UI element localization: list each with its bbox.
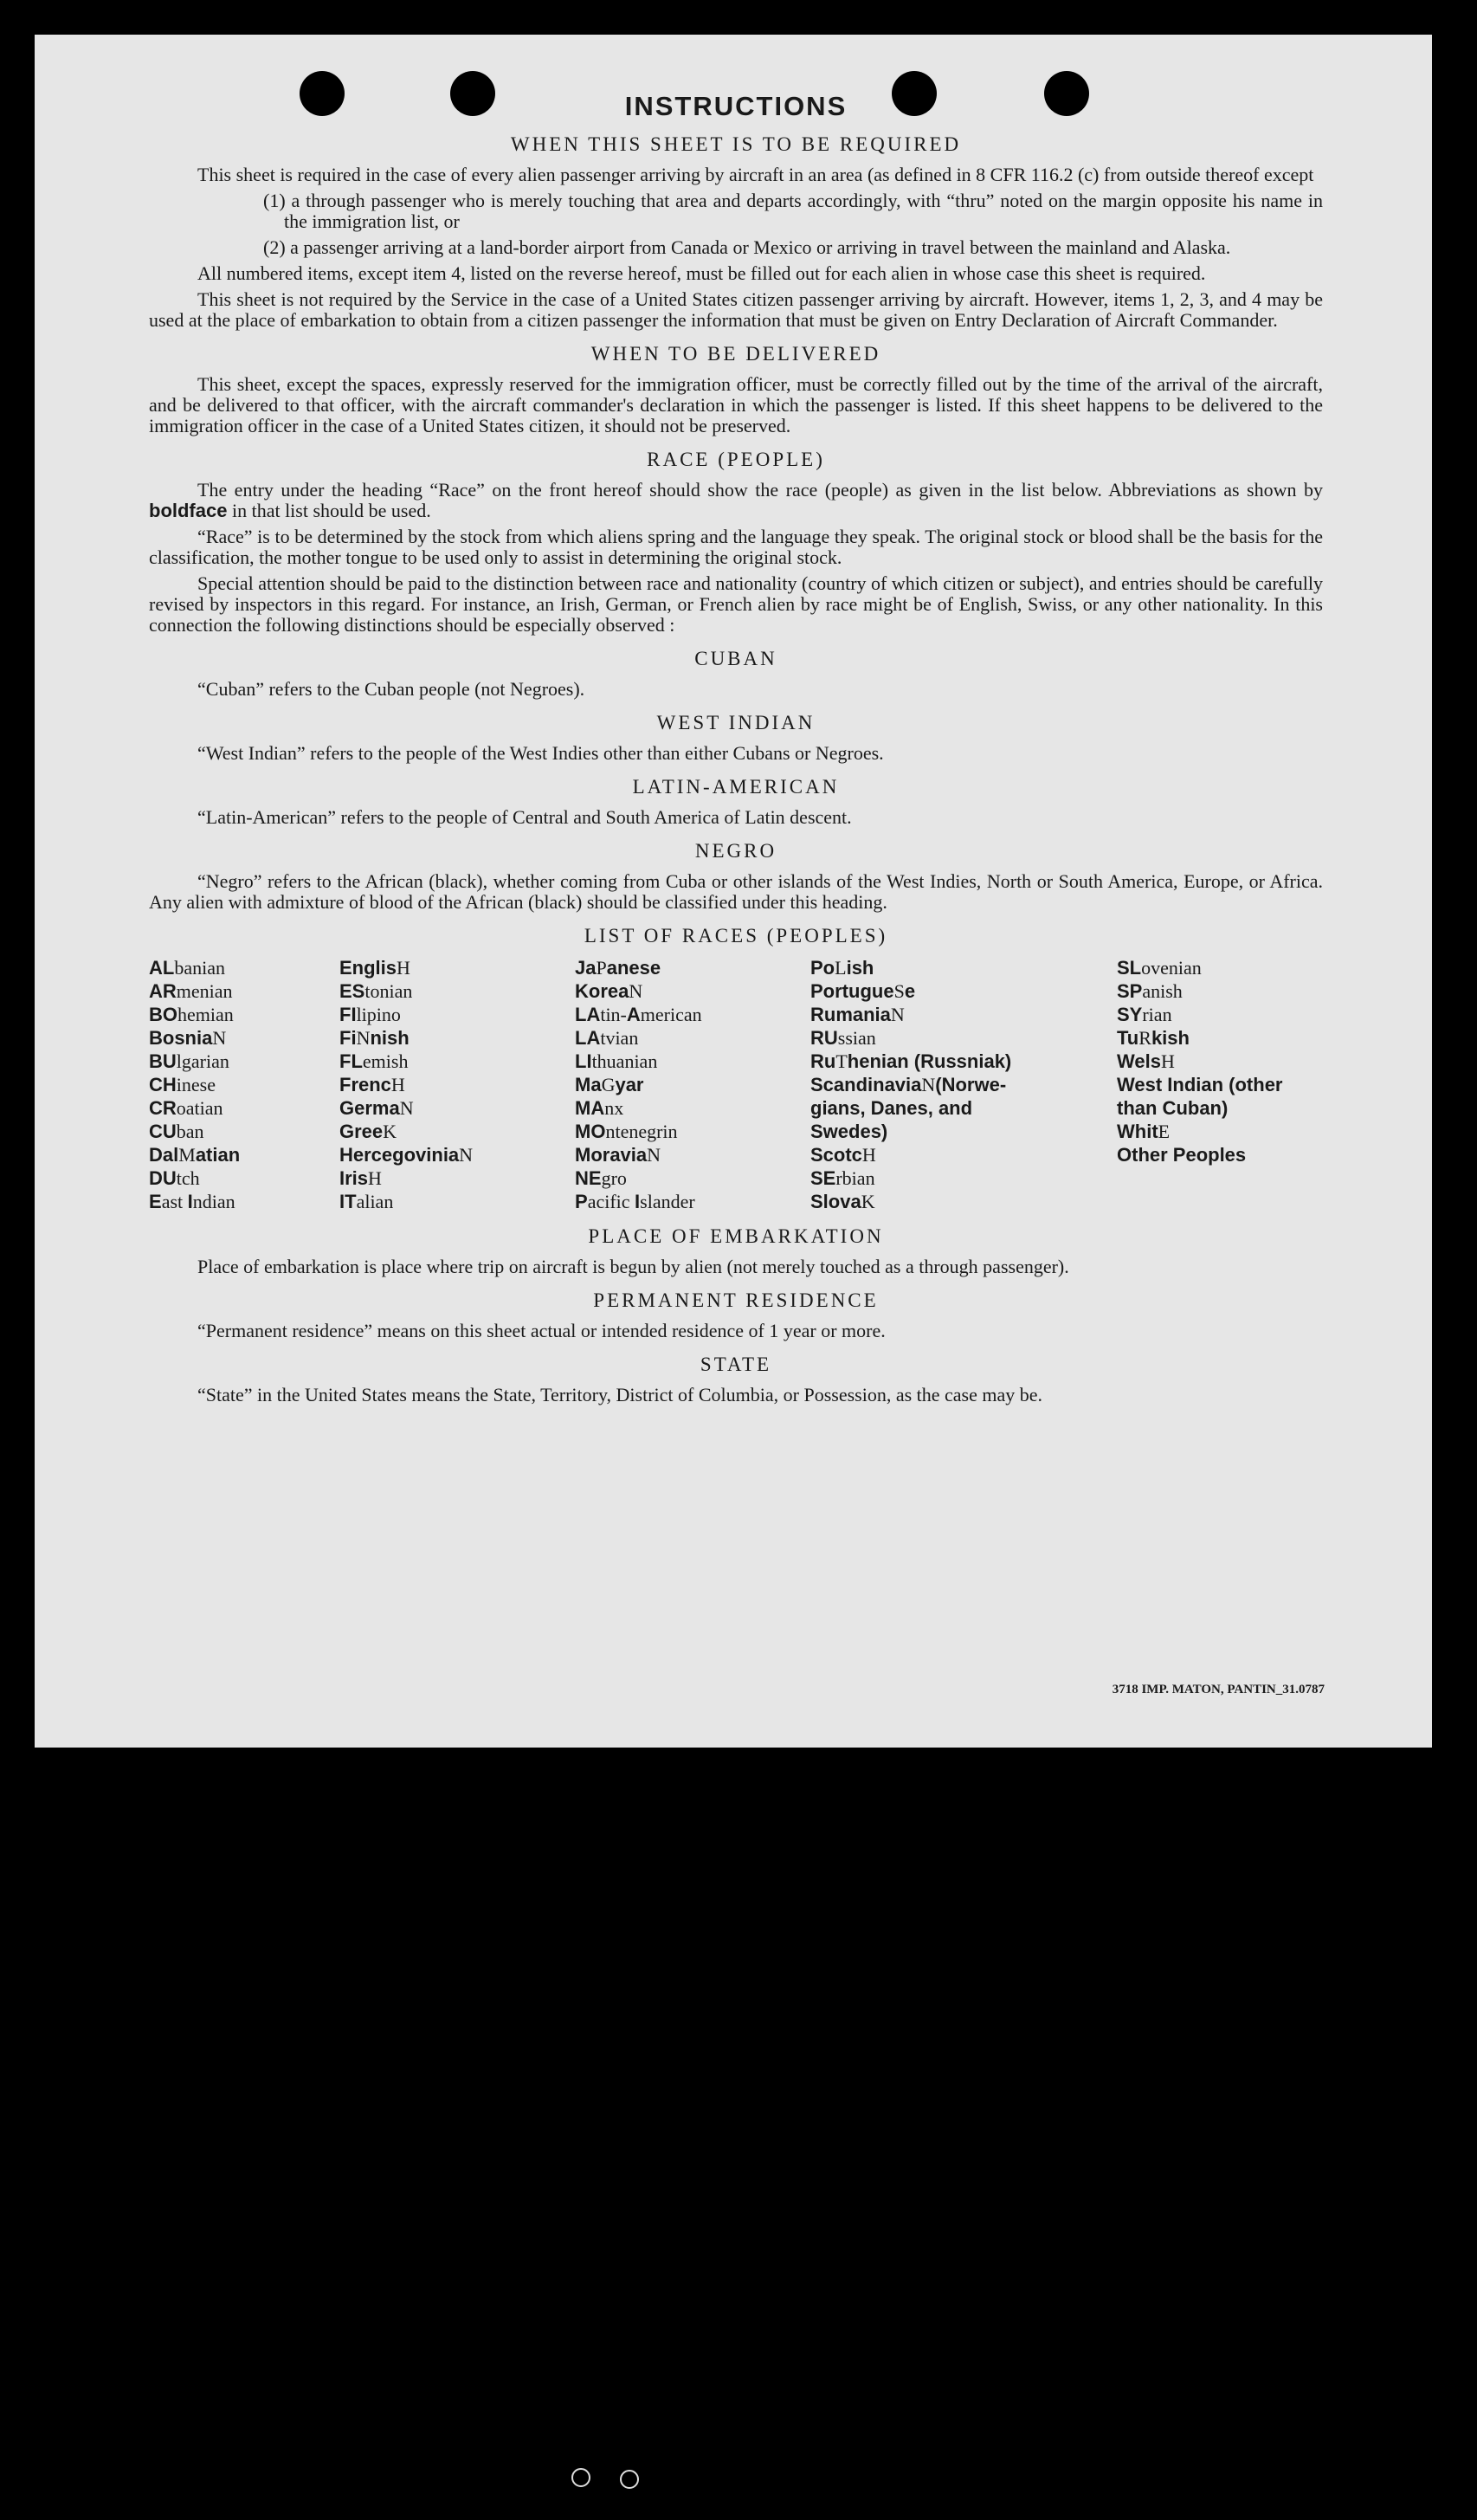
race-entry: LIthuanian [575,1050,658,1072]
paragraph: “Permanent residence” means on this sheet actual or intended residence of 1 year or more. [197,1320,886,1341]
race-entry: DalMatian [149,1144,241,1166]
race-entry: SlovaK [810,1191,875,1212]
paragraph: “Negro” refers to the African (black), whether coming from Cuba or other islands of the West Indies, North or South America, Europe, or Africa. Any alien with admixture of blood of the African (black) should be classified under this heading. [149,870,1323,913]
section-heading: WHEN THIS SHEET IS TO BE REQUIRED [510,133,962,155]
section-heading: STATE [700,1354,772,1375]
race-entry: RUssian [810,1027,876,1049]
race-entry: ScandinaviaN(Norwe- [810,1074,1007,1095]
boldface-word: boldface [149,500,228,521]
race-entry: SLovenian [1117,957,1202,979]
punch-hole [450,71,495,116]
section-heading: LIST OF RACES (PEOPLES) [584,925,888,947]
paragraph: This sheet is required in the case of every alien passenger arriving by aircraft in an area (as defined in 8 CFR 116.2 (c) from outside thereof except [197,164,1314,185]
race-entry: MoraviaN [575,1144,661,1166]
page-title: INSTRUCTIONS [624,91,848,121]
punch-hole [300,71,345,116]
race-entry: Pacific Islander [575,1191,695,1212]
race-entry: JaPanese [575,957,661,979]
race-entry: East Indian [149,1191,235,1212]
paragraph: “State” in the United States means the State, Territory, District of Columbia, or Possession, as the case may be. [197,1384,1043,1405]
section-heading: WHEN TO BE DELIVERED [590,343,881,365]
paragraph: “Cuban” refers to the Cuban people (not Negroes). [197,678,585,700]
race-entry: FiNnish [339,1027,410,1049]
race-entry: BOhemian [149,1004,234,1025]
race-entry: RumaniaN [810,1004,905,1025]
text-span: in that list should be used. [231,500,431,521]
paragraph: “Latin-American” refers to the people of Central and South America of Latin descent. [197,806,852,828]
section-heading: CUBAN [694,648,777,669]
race-entry: GreeK [339,1121,397,1142]
section-heading: PLACE OF EMBARKATION [588,1225,884,1247]
paragraph: “West Indian” refers to the people of the West Indies other than either Cubans or Negroes. [197,742,884,764]
printer-mark: 3718 IMP. MATON, PANTIN_31.0787 [1112,1683,1325,1696]
race-entry: MaGyar [575,1074,644,1095]
race-entry: SErbian [810,1167,875,1189]
race-entry: ITalian [339,1191,394,1212]
race-entry: SPanish [1117,980,1183,1002]
races-column [1117,956,1325,1213]
film-mark [571,2468,590,2487]
race-entry: WhitE [1117,1121,1171,1142]
race-entry: EnglisH [339,957,410,979]
race-entry: RuThenian (Russniak) [810,1050,1012,1072]
race-entry: CRoatian [149,1097,223,1119]
section-heading: WEST INDIAN [656,712,816,733]
race-entry: MAnx [575,1097,624,1119]
section-heading: LATIN-AMERICAN [632,776,840,798]
races-column [339,956,575,1213]
race-entry: Swedes) [810,1121,888,1142]
race-entry: FIlipino [339,1004,401,1025]
race-entry: than Cuban) [1117,1097,1229,1119]
section-heading: NEGRO [694,840,777,862]
paragraph: All numbered items, except item 4, listed on the reverse hereof, must be filled out for each alien in whose case this sheet is required. [197,262,1206,284]
race-entry: Other Peoples [1117,1144,1247,1166]
race-entry: West Indian (other [1117,1074,1283,1095]
paragraph: This sheet is not required by the Service in the case of a United States citizen passenger arriving by aircraft. However, items 1, 2, 3, and 4 may be used at the place of embarkation to obtain from a citizen passenger the information that must be given on Entry Declaration of Aircraft Commander. [149,288,1323,331]
race-entry: GermaN [339,1097,414,1119]
list-item: (2) a passenger arriving at a land-border airport from Canada or Mexico or arriving in travel between the mainland and Alaska. [263,236,1231,258]
text-span: The entry under the heading “Race” on the front hereof should show the race (people) as given in the list below. Abbreviations as shown by [197,479,1323,501]
race-entry: NEgro [575,1167,627,1189]
race-entry: WelsH [1117,1050,1175,1072]
paragraph: This sheet, except the spaces, expressly reserved for the immigration officer, must be correctly filled out by the time of the arrival of the aircraft, and be delivered to that officer, with the aircraft commander's declaration in which the passenger is listed. If this sheet happens to be delivered to the immigration officer in the case of a United States citizen, it should not be preserved. [149,373,1323,436]
race-entry: LAtin-American [575,1004,702,1025]
races-column [575,956,810,1213]
paragraph: Special attention should be paid to the distinction between race and nationality (country of which citizen or subject), and entries should be carefully revised by inspectors in this regard. For instance, an Irish, German, or French alien by race might be of English, Swiss, or any other nationality. In this connection the following distinctions should be especially observed : [149,572,1323,636]
section-heading: RACE (PEOPLE) [647,449,825,470]
race-entry: IrisH [339,1167,382,1189]
races-list [149,956,1323,1213]
race-entry: HercegoviniaN [339,1144,474,1166]
film-mark [620,2470,639,2489]
races-column [149,956,339,1213]
race-entry: BosniaN [149,1027,227,1049]
punch-hole [1044,71,1089,116]
instruction-sheet [35,35,1432,1748]
race-entry: KoreaN [575,980,643,1002]
race-entry: BUlgarian [149,1050,229,1072]
race-entry: gians, Danes, and [810,1097,973,1119]
list-item: (1) a through passenger who is merely touching that area and departs accordingly, with “thru” noted on the margin opposite his name in the immigration list, or [263,190,1323,232]
race-entry: LAtvian [575,1027,639,1049]
race-entry: PoLish [810,957,874,979]
races-column [810,956,1117,1213]
race-entry: FLemish [339,1050,409,1072]
section-heading: PERMANENT RESIDENCE [593,1289,879,1311]
punch-hole [892,71,937,116]
race-entry: EStonian [339,980,413,1002]
race-entry: TuRkish [1117,1027,1190,1049]
race-entry: CUban [149,1121,204,1142]
race-entry: ScotcH [810,1144,876,1166]
race-entry: DUtch [149,1167,200,1189]
paragraph: “Race” is to be determined by the stock from which aliens spring and the language they speak. The original stock or blood shall be the basis for the classification, the mother tongue to be used only to assist in determining the original stock. [149,526,1323,568]
race-entry: ALbanian [149,957,225,979]
paragraph [149,480,1323,521]
paragraph: Place of embarkation is place where trip on aircraft is begun by alien (not merely touched as a through passenger). [197,1256,1069,1277]
race-entry: CHinese [149,1074,216,1095]
race-entry: MOntenegrin [575,1121,678,1142]
race-entry: PortugueSe [810,980,916,1002]
race-entry: SYrian [1117,1004,1172,1025]
race-entry: FrencH [339,1074,405,1095]
race-entry: ARmenian [149,980,233,1002]
